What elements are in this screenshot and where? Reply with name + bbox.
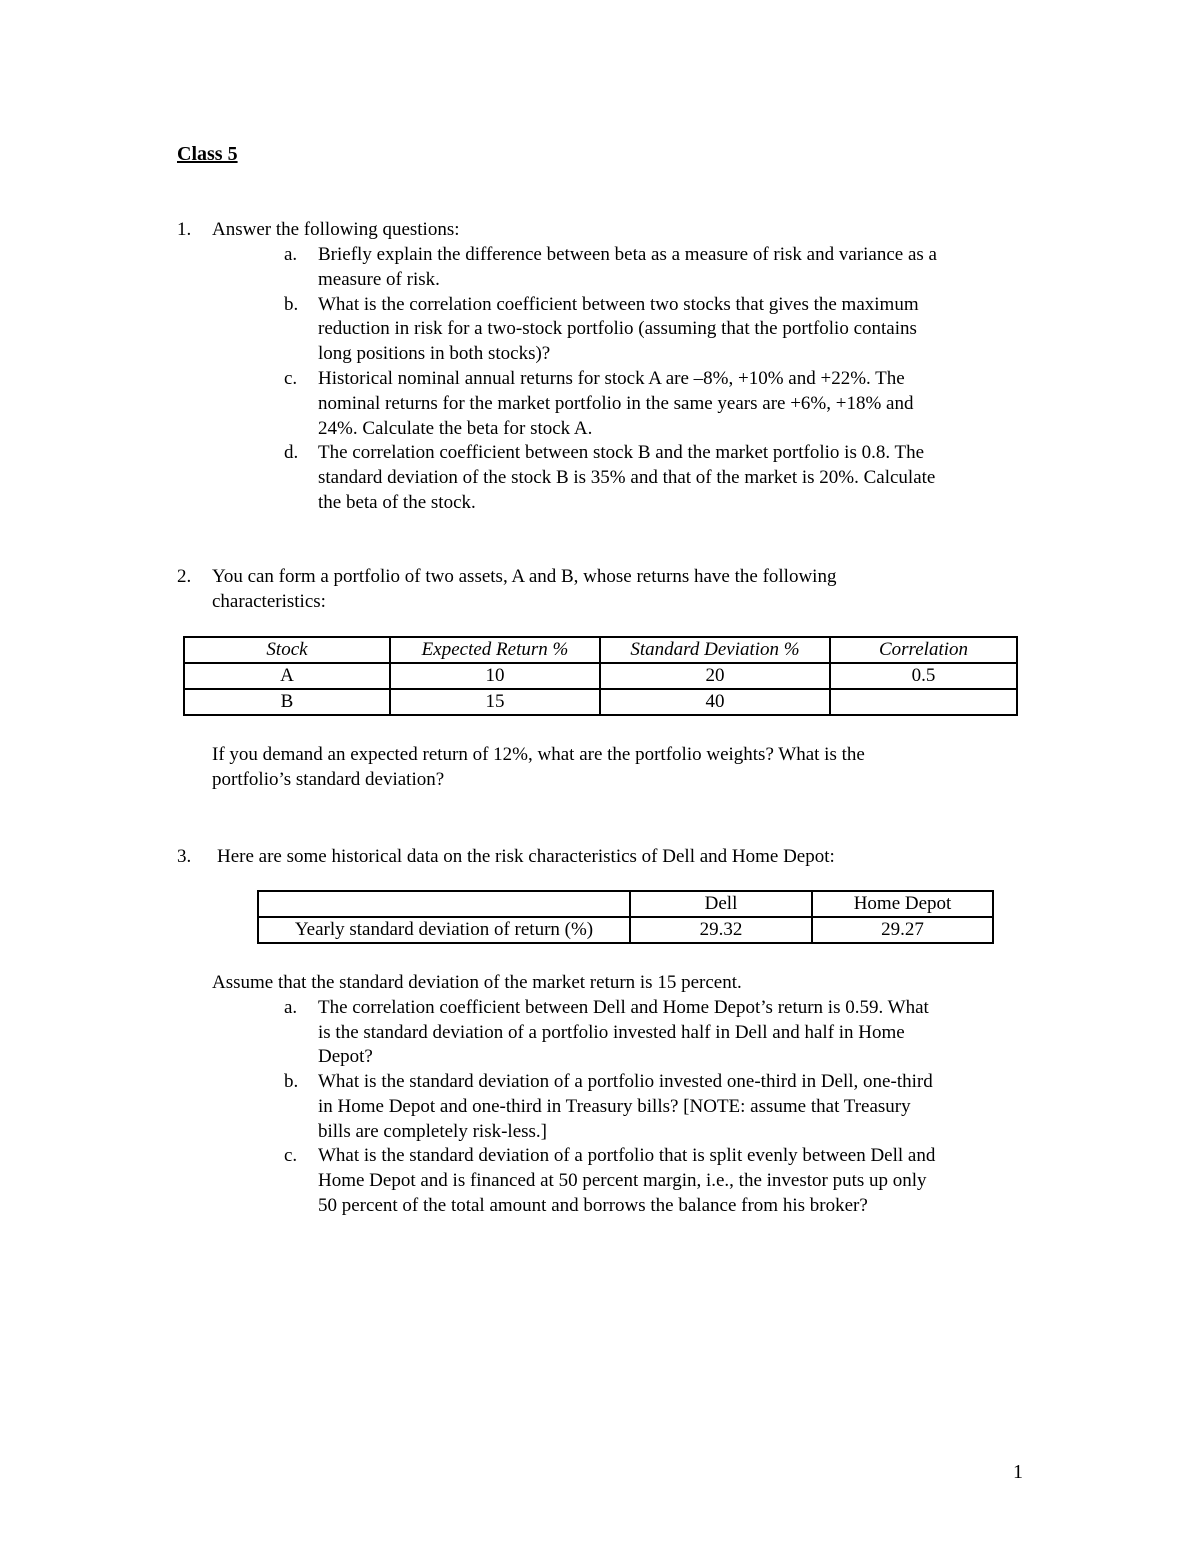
table-cell: Yearly standard deviation of return (%): [258, 917, 630, 943]
q1b-line: reduction in risk for a two-stock portfolio (assuming that the portfolio contains: [318, 318, 917, 339]
q1b-line: long positions in both stocks)?: [318, 343, 551, 364]
q3b-line: in Home Depot and one-third in Treasury bills? [NOTE: assume that Treasury: [318, 1096, 911, 1117]
q1c-label: c.: [284, 368, 298, 389]
q1d-label: d.: [284, 442, 299, 463]
q3b-line: bills are completely risk-less.]: [318, 1121, 547, 1142]
table-header-cell: Dell: [630, 891, 812, 917]
q3a-line: The correlation coefficient between Dell and Home Depot’s return is 0.59. What: [318, 997, 929, 1018]
q3-intro: Here are some historical data on the risk characteristics of Dell and Home Depot:: [217, 846, 835, 867]
table-cell: 20: [600, 663, 830, 689]
table-header-cell: Correlation: [830, 637, 1017, 663]
q2-intro-line: You can form a portfolio of two assets, A and B, whose returns have the following: [212, 566, 837, 587]
page-number: 1: [1013, 1461, 1023, 1483]
table-cell: B: [184, 689, 390, 715]
q1b-label: b.: [284, 294, 299, 315]
q3a-line: Depot?: [318, 1046, 373, 1067]
q3c-line: What is the standard deviation of a portfolio that is split evenly between Dell and: [318, 1145, 936, 1166]
table-header-cell: [258, 891, 630, 917]
table-header-row: [184, 637, 1017, 663]
table-header-cell: Standard Deviation %: [600, 637, 830, 663]
table-header-cell: Home Depot: [812, 891, 993, 917]
table-cell: 29.27: [812, 917, 993, 943]
q3b-label: b.: [284, 1071, 299, 1092]
table-cell: 29.32: [630, 917, 812, 943]
q3c-line: 50 percent of the total amount and borrows the balance from his broker?: [318, 1195, 868, 1216]
q1a-line: measure of risk.: [318, 269, 440, 290]
q2-followup-line: If you demand an expected return of 12%, what are the portfolio weights? What is the: [212, 744, 865, 765]
q1d-line: standard deviation of the stock B is 35% and that of the market is 20%. Calculate: [318, 467, 936, 488]
table-cell: 10: [390, 663, 600, 689]
q3b-line: What is the standard deviation of a portfolio invested one-third in Dell, one-third: [318, 1071, 933, 1092]
table-row: [258, 917, 993, 943]
q2-table: [183, 636, 1018, 716]
page-title: Class 5: [177, 143, 238, 165]
q2-number: 2.: [177, 566, 192, 587]
table-header-row: [258, 891, 993, 917]
q3-assumption: Assume that the standard deviation of the market return is 15 percent.: [212, 972, 742, 993]
q3-number: 3.: [177, 846, 192, 867]
q1d-line: the beta of the stock.: [318, 492, 476, 513]
q3c-label: c.: [284, 1145, 298, 1166]
table-cell: 15: [390, 689, 600, 715]
q3-table: [257, 890, 994, 944]
table-cell: 0.5: [830, 663, 1017, 689]
q1a-line: Briefly explain the difference between beta as a measure of risk and variance as a: [318, 244, 937, 265]
q3a-line: is the standard deviation of a portfolio invested half in Dell and half in Home: [318, 1022, 905, 1043]
table-cell: 40: [600, 689, 830, 715]
table-row: [184, 663, 1017, 689]
q1c-line: nominal returns for the market portfolio in the same years are +6%, +18% and: [318, 393, 914, 414]
q1c-line: Historical nominal annual returns for stock A are –8%, +10% and +22%. The: [318, 368, 905, 389]
q1-intro: Answer the following questions:: [212, 219, 460, 240]
table-header-cell: Expected Return %: [390, 637, 600, 663]
table-cell: [830, 689, 1017, 715]
q2-followup-line: portfolio’s standard deviation?: [212, 769, 445, 790]
table-header-cell: Stock: [184, 637, 390, 663]
q1a-label: a.: [284, 244, 298, 265]
q1-number: 1.: [177, 219, 192, 240]
q3c-line: Home Depot and is financed at 50 percent margin, i.e., the investor puts up only: [318, 1170, 927, 1191]
q1b-line: What is the correlation coefficient between two stocks that gives the maximum: [318, 294, 919, 315]
q1d-line: The correlation coefficient between stock B and the market portfolio is 0.8. The: [318, 442, 925, 463]
q2-intro-line: characteristics:: [212, 591, 326, 612]
table-row: [184, 689, 1017, 715]
q1c-line: 24%. Calculate the beta for stock A.: [318, 418, 593, 439]
table-cell: A: [184, 663, 390, 689]
q3a-label: a.: [284, 997, 298, 1018]
